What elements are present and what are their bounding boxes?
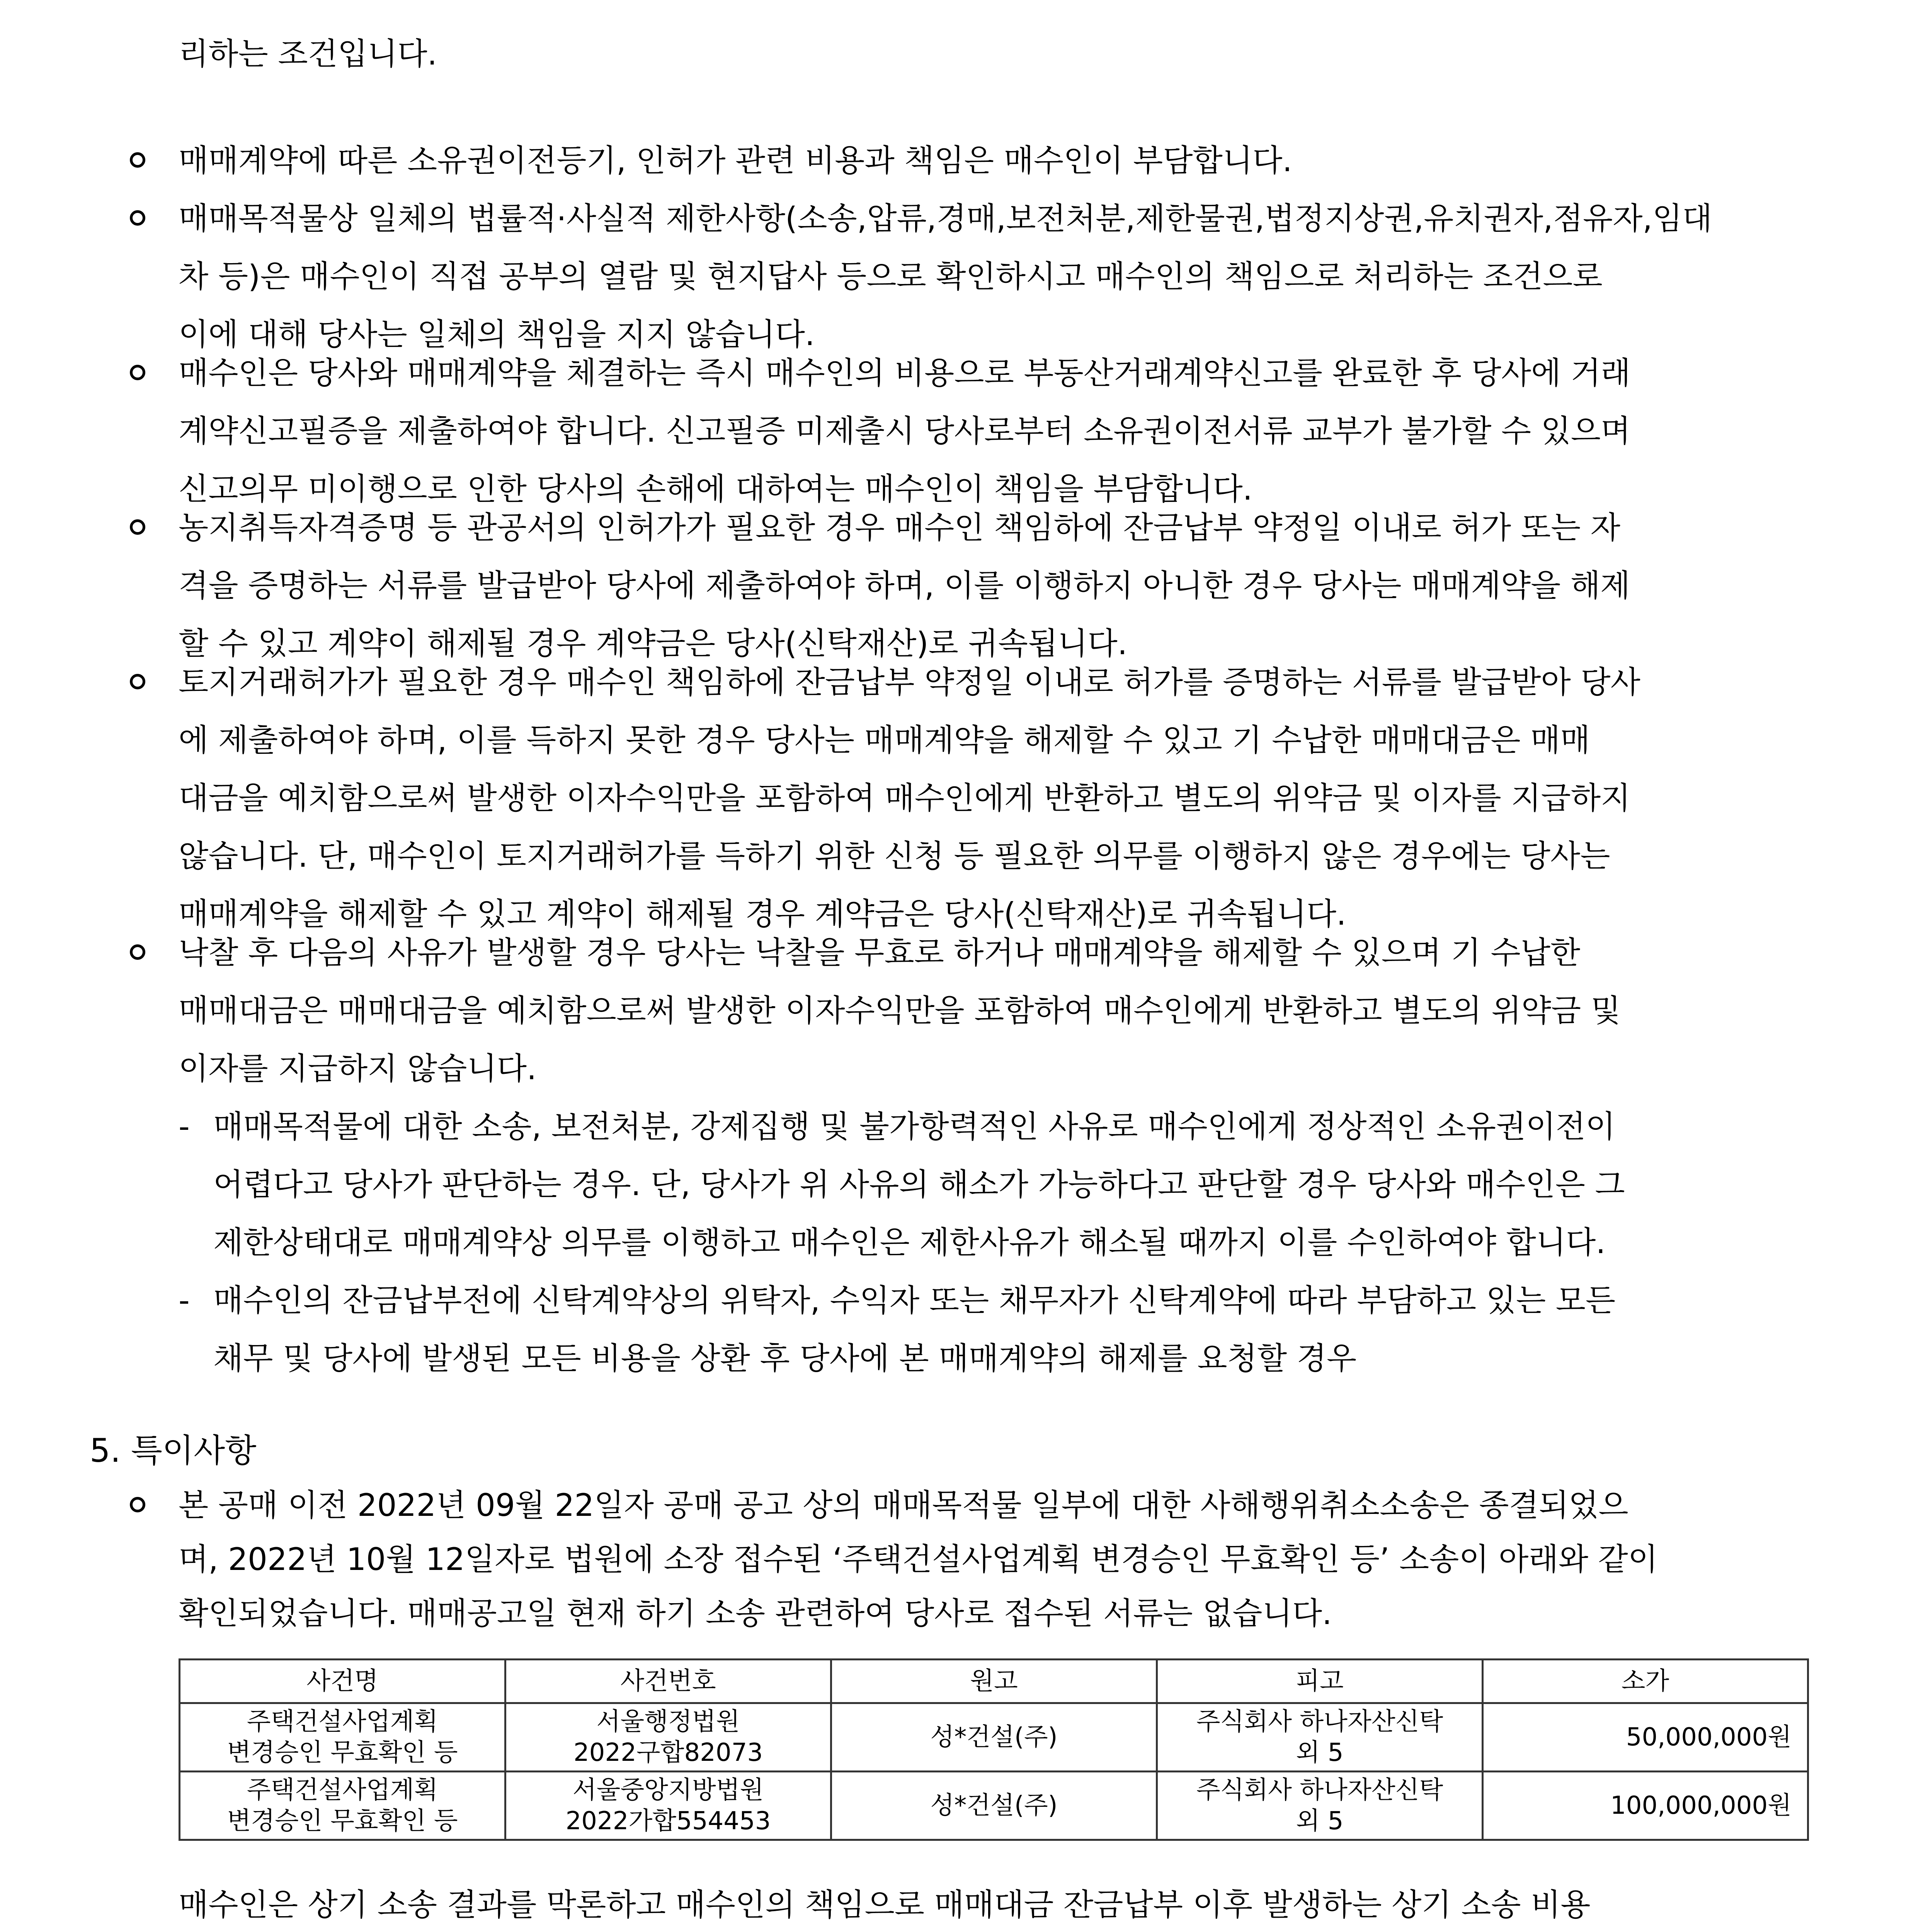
bullet-icon	[130, 674, 145, 689]
text-line: 매매계약을 해제할 수 있고 계약이 해제될 경우 계약금은 당사(신탁재산)로 귀속됩니다.	[179, 896, 1346, 932]
text-line: 리하는 조건입니다.	[179, 36, 437, 72]
table-header-row	[180, 1660, 1808, 1703]
cell-amount: 100,000,000원	[1483, 1772, 1808, 1840]
text-line: 매수인의 잔금납부전에 신탁계약상의 위탁자, 수익자 또는 채무자가 신탁계약에 따라 부담하고 있는 모든	[213, 1282, 1616, 1318]
text-line: 매매계약에 따른 소유권이전등기, 인허가 관련 비용과 책임은 매수인이 부담합니다.	[179, 143, 1292, 179]
text-line: 격을 증명하는 서류를 발급받아 당사에 제출하여야 하며, 이를 이행하지 아니한 경우 당사는 매매계약을 해제	[179, 568, 1630, 604]
text-line: 제한상태대로 매매계약상 의무를 이행하고 매수인은 제한사유가 해소될 때까지 이를 수인하여야 합니다.	[213, 1225, 1606, 1260]
column-header-plaintiff: 원고	[831, 1660, 1157, 1703]
cell-line: 외 5	[1296, 1807, 1344, 1835]
cell-line: 2022가합554453	[565, 1807, 771, 1835]
cell-line: 변경승인 무효확인 등	[227, 1738, 458, 1767]
text-line: 계약신고필증을 제출하여야 합니다. 신고필증 미제출시 당사로부터 소유권이전서류 교부가 불가할 수 있으며	[179, 413, 1631, 449]
text-line: 이자를 지급하지 않습니다.	[179, 1051, 537, 1087]
cell-line: 2022구합82073	[573, 1738, 763, 1767]
lawsuit-table	[179, 1658, 1809, 1841]
bullet-icon	[130, 944, 145, 960]
dash-marker: -	[179, 1109, 190, 1145]
dash-marker: -	[179, 1282, 190, 1318]
text-line: 낙찰 후 다음의 사유가 발생할 경우 당사는 낙찰을 무효로 하거나 매매계약을 해제할 수 있으며 기 수납한	[179, 935, 1581, 971]
cell-plaintiff: 성*건설(주)	[831, 1772, 1157, 1840]
text-line: 어렵다고 당사가 판단하는 경우. 단, 당사가 위 사유의 해소가 가능하다고 판단할 경우 당사와 매수인은 그	[213, 1167, 1625, 1202]
text-line: 할 수 있고 계약이 해제될 경우 계약금은 당사(신탁재산)로 귀속됩니다.	[179, 626, 1128, 662]
text-line: 신고의무 미이행으로 인한 당사의 손해에 대하여는 매수인이 책임을 부담합니다.	[179, 471, 1253, 507]
section-heading: 5. 특이사항	[90, 1432, 257, 1469]
cell-line: 서울행정법원	[596, 1708, 740, 1736]
cell-plaintiff: 성*건설(주)	[831, 1703, 1157, 1772]
bullet-icon	[130, 152, 145, 168]
cell-case-name	[180, 1772, 505, 1840]
cell-line: 주택건설사업계획	[247, 1776, 438, 1804]
bullet-icon	[130, 519, 145, 535]
cell-line: 변경승인 무효확인 등	[227, 1807, 458, 1835]
cell-line: 서울중앙지방법원	[572, 1776, 764, 1804]
text-line: 농지취득자격증명 등 관공서의 인허가가 필요한 경우 매수인 책임하에 잔금납부 약정일 이내로 허가 또는 자	[179, 510, 1620, 546]
column-header-case-name: 사건명	[180, 1660, 505, 1703]
column-header-case-number: 사건번호	[505, 1660, 831, 1703]
text-line: 매매목적물에 대한 소송, 보전처분, 강제집행 및 불가항력적인 사유로 매수인에게 정상적인 소유권이전이	[213, 1109, 1616, 1145]
column-header-amount: 소가	[1483, 1660, 1808, 1703]
text-line: 차 등)은 매수인이 직접 공부의 열람 및 현지답사 등으로 확인하시고 매수인의 책임으로 처리하는 조건으로	[179, 259, 1603, 294]
cell-defendant	[1157, 1772, 1483, 1840]
table-row	[180, 1772, 1808, 1840]
bullet-icon	[130, 210, 145, 226]
cell-case-number	[505, 1703, 831, 1772]
text-line: 매수인은 상기 소송 결과를 막론하고 매수인의 책임으로 매매대금 잔금납부 이후 발생하는 상기 소송 비용	[179, 1887, 1591, 1923]
text-line: 이에 대해 당사는 일체의 책임을 지지 않습니다.	[179, 316, 815, 352]
cell-case-number	[505, 1772, 831, 1840]
text-line: 않습니다. 단, 매수인이 토지거래허가를 득하기 위한 신청 등 필요한 의무를 이행하지 않은 경우에는 당사는	[179, 838, 1610, 874]
cell-amount: 50,000,000원	[1483, 1703, 1808, 1772]
text-line: 매매목적물상 일체의 법률적·사실적 제한사항(소송,압류,경매,보전처분,제한물권,법정지상권,유치권자,점유자,임대	[179, 201, 1712, 236]
text-line: 토지거래허가가 필요한 경우 매수인 책임하에 잔금납부 약정일 이내로 허가를 증명하는 서류를 발급받아 당사	[179, 664, 1640, 700]
text-line: 에 제출하여야 하며, 이를 득하지 못한 경우 당사는 매매계약을 해제할 수 있고 기 수납한 매매대금은 매매	[179, 722, 1590, 758]
column-header-defendant: 피고	[1157, 1660, 1483, 1703]
text-line: 매수인은 당사와 매매계약을 체결하는 즉시 매수인의 비용으로 부동산거래계약신고를 완료한 후 당사에 거래	[179, 355, 1631, 391]
bullet-icon	[130, 1497, 145, 1512]
cell-line: 주택건설사업계획	[247, 1708, 438, 1736]
cell-case-name	[180, 1703, 505, 1772]
cell-line: 외 5	[1296, 1738, 1344, 1767]
bullet-icon	[130, 365, 145, 380]
text-line: 매매대금은 매매대금을 예치함으로써 발생한 이자수익만을 포함하여 매수인에게 반환하고 별도의 위약금 및	[179, 993, 1621, 1029]
table-row	[180, 1703, 1808, 1772]
text-line: 채무 및 당사에 발생된 모든 비용을 상환 후 당사에 본 매매계약의 해제를 요청할 경우	[213, 1340, 1357, 1376]
text-line: 확인되었습니다. 매매공고일 현재 하기 소송 관련하여 당사로 접수된 서류는 없습니다.	[179, 1595, 1332, 1631]
cell-defendant	[1157, 1703, 1483, 1772]
cell-line: 주식회사 하나자산신탁	[1196, 1708, 1443, 1736]
text-line: 며, 2022년 10월 12일자로 법원에 소장 접수된 ‘주택건설사업계획 변경승인 무효확인 등’ 소송이 아래와 같이	[179, 1541, 1658, 1577]
text-line: 본 공매 이전 2022년 09월 22일자 공매 공고 상의 매매목적물 일부에 대한 사해행위취소소송은 종결되었으	[179, 1487, 1628, 1523]
cell-line: 주식회사 하나자산신탁	[1196, 1776, 1443, 1804]
text-line: 대금을 예치함으로써 발생한 이자수익만을 포함하여 매수인에게 반환하고 별도의 위약금 및 이자를 지급하지	[179, 780, 1631, 816]
